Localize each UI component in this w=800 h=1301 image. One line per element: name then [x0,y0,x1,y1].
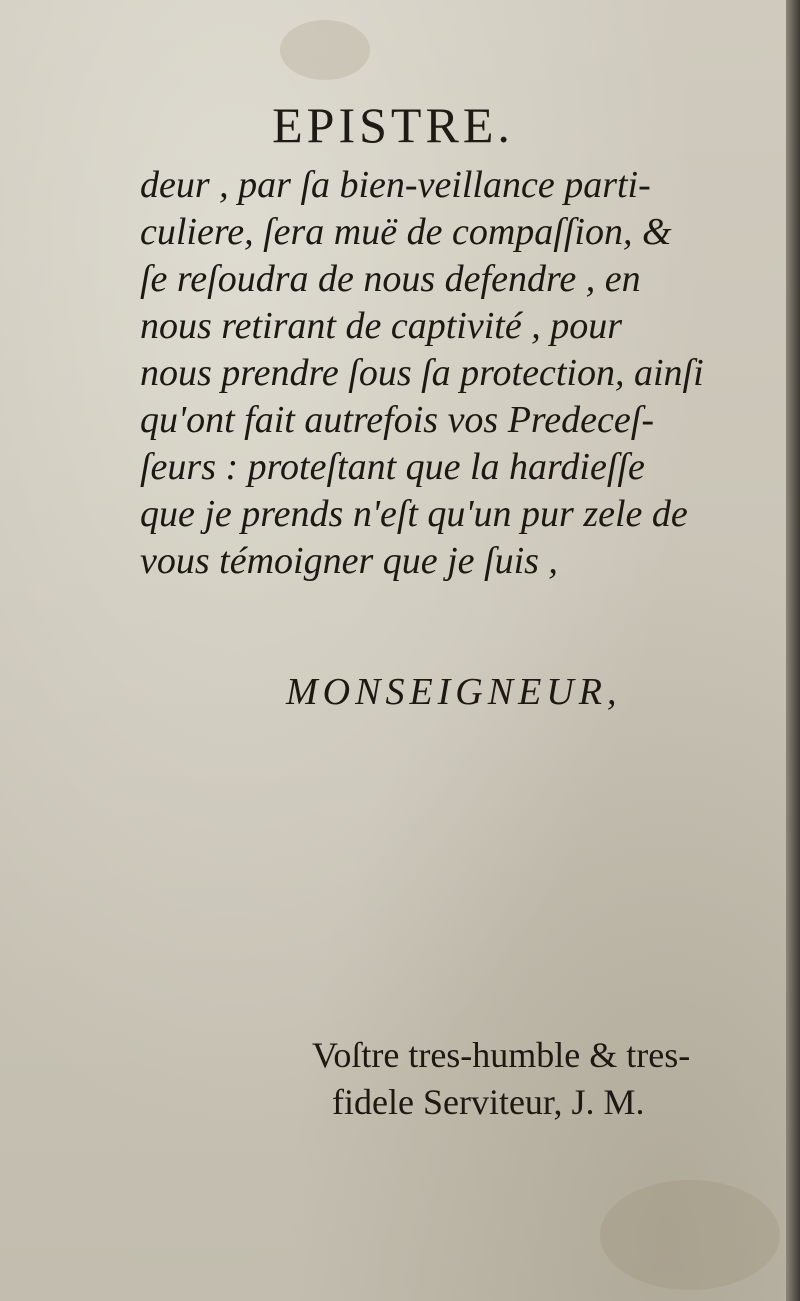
body-line: ſe reſoudra de nous defendre , en [140,258,641,300]
signature-line: fidele Serviteur, J. M. [332,1082,645,1122]
signature-block [312,1032,752,1126]
body-line: ſeurs : proteſtant que la hardieſſe [140,446,645,488]
body-line: nous retirant de captivité , pour [140,305,622,347]
body-line: culiere, ſera muë de compaſſion, & [140,211,672,253]
body-line: deur , par ſa bien-veillance parti- [140,164,651,206]
salutation: MONSEIGNEUR, [286,671,622,713]
page-heading: EPISTRE. [272,97,514,153]
body-line: nous prendre ſous ſa protection, ainſi [140,352,704,394]
body-line: vous témoigner que je ſuis , [140,540,558,582]
epistle-body [140,162,750,585]
page-edge [786,0,800,1301]
body-line: que je prends n'eſt qu'un pur zele de [140,493,688,535]
paper-stain [600,1180,780,1290]
body-line: qu'ont fait autrefois vos Predeceſ- [140,399,654,441]
paper-stain [280,20,370,80]
signature-line: Voſtre tres-humble & tres- [312,1035,691,1075]
